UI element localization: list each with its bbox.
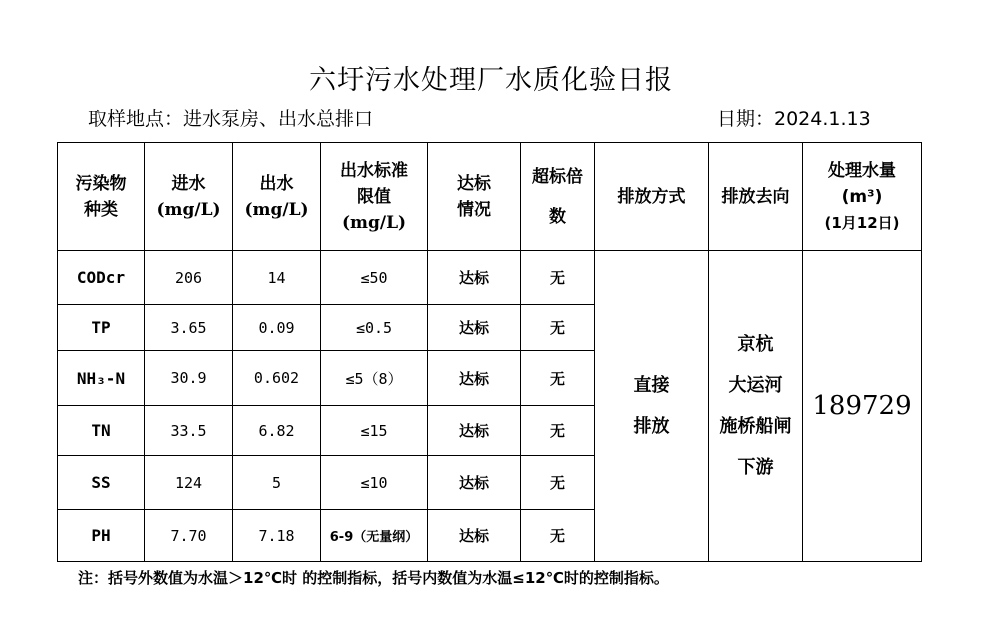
exceed-value: 无 (521, 456, 595, 510)
status-value: 达标 (428, 305, 521, 351)
footnote: 注：括号外数值为水温＞12℃时 的控制指标，括号内数值为水温≤12℃时的控制指标。 (78, 569, 669, 587)
header-volume: 处理水量 (m³) (1月12日) (803, 143, 922, 251)
header-status: 达标 情况 (428, 143, 521, 251)
status-value: 达标 (428, 251, 521, 305)
exceed-value: 无 (521, 251, 595, 305)
inflow-value: 3.65 (145, 305, 233, 351)
outflow-value: 14 (233, 251, 321, 305)
limit-value: ≤5（8） (321, 351, 428, 406)
inflow-value: 7.70 (145, 510, 233, 562)
exceed-value: 无 (521, 305, 595, 351)
status-value: 达标 (428, 456, 521, 510)
outflow-value: 5 (233, 456, 321, 510)
discharge-method-cell: 直接 排放 (595, 251, 709, 562)
discharge-dest-cell: 京杭 大运河 施桥船闸 下游 (709, 251, 803, 562)
table-row (58, 251, 922, 305)
header-exceed: 超标倍 数 (521, 143, 595, 251)
header-row (58, 143, 922, 251)
header-pollutant: 污染物 种类 (58, 143, 145, 251)
report-date: 日期：2024.1.13 (717, 108, 871, 130)
header-outflow: 出水 (mg/L) (233, 143, 321, 251)
inflow-value: 30.9 (145, 351, 233, 406)
limit-value: ≤50 (321, 251, 428, 305)
sampling-location: 取样地点：进水泵房、出水总排口 (88, 108, 374, 130)
pollutant-name: TN (58, 406, 145, 456)
limit-value: ≤0.5 (321, 305, 428, 351)
exceed-value: 无 (521, 406, 595, 456)
status-value: 达标 (428, 510, 521, 562)
pollutant-name: SS (58, 456, 145, 510)
outflow-value: 6.82 (233, 406, 321, 456)
inflow-value: 33.5 (145, 406, 233, 456)
limit-value: ≤15 (321, 406, 428, 456)
pollutant-name: TP (58, 305, 145, 351)
report-title: 六圩污水处理厂水质化验日报 (309, 65, 673, 96)
header-discharge-dest: 排放去向 (709, 143, 803, 251)
status-value: 达标 (428, 351, 521, 406)
pollutant-name: CODcr (58, 251, 145, 305)
inflow-value: 206 (145, 251, 233, 305)
header-inflow: 进水 (mg/L) (145, 143, 233, 251)
exceed-value: 无 (521, 351, 595, 406)
limit-value: 6-9（无量纲） (321, 510, 428, 562)
header-limit: 出水标准 限值 (mg/L) (321, 143, 428, 251)
outflow-value: 0.602 (233, 351, 321, 406)
limit-value: ≤10 (321, 456, 428, 510)
status-value: 达标 (428, 406, 521, 456)
water-quality-table (57, 142, 922, 562)
header-discharge-method: 排放方式 (595, 143, 709, 251)
pollutant-name: PH (58, 510, 145, 562)
outflow-value: 7.18 (233, 510, 321, 562)
treated-volume: 189729 (803, 251, 922, 562)
pollutant-name: NH₃-N (58, 351, 145, 406)
inflow-value: 124 (145, 456, 233, 510)
outflow-value: 0.09 (233, 305, 321, 351)
exceed-value: 无 (521, 510, 595, 562)
